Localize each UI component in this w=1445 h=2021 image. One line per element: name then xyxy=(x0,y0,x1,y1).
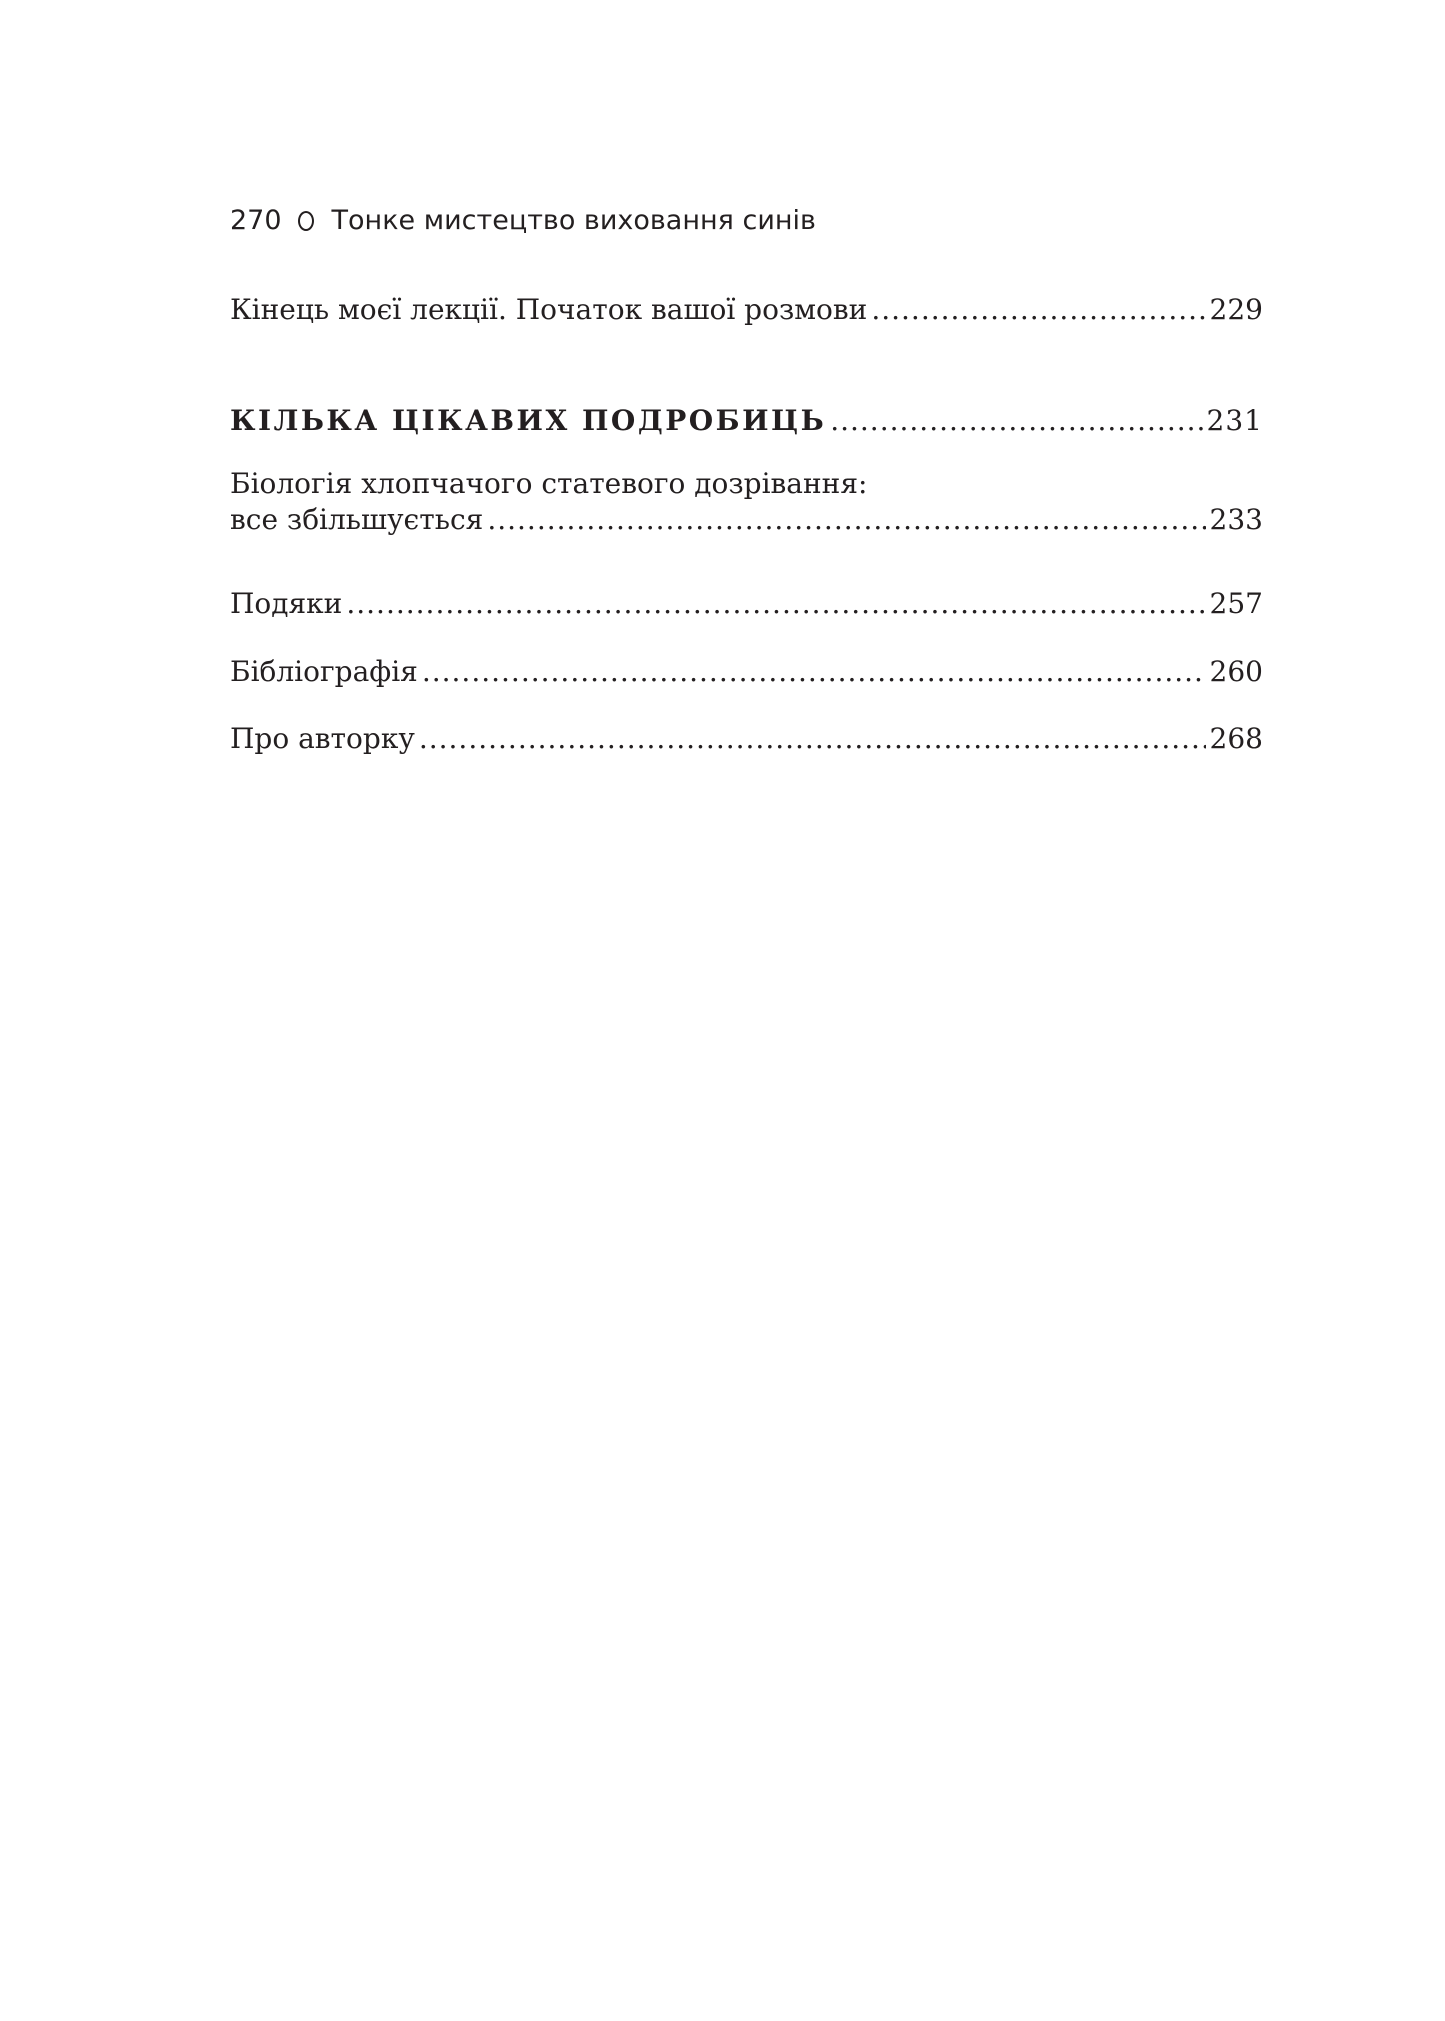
toc-entry-title: Про авторку xyxy=(230,722,415,755)
toc-entry-title-line2: все збільшується xyxy=(230,503,484,536)
toc-entry xyxy=(230,655,1263,688)
toc-entry xyxy=(230,503,1263,536)
running-head xyxy=(230,204,816,238)
toc-entry-page: 257 xyxy=(1209,587,1263,620)
toc-entry-title: Кінець моєї лекції. Початок вашої розмови xyxy=(230,293,868,326)
page-number: 270 xyxy=(230,205,282,236)
toc-section-heading xyxy=(230,404,1263,437)
circle-ornament-icon xyxy=(298,211,314,231)
dot-leader xyxy=(422,655,1206,688)
toc-entry xyxy=(230,587,1263,620)
toc-entry-page: 231 xyxy=(1206,404,1263,437)
dot-leader xyxy=(871,293,1205,326)
dot-leader xyxy=(487,503,1205,536)
toc-entry-title: Подяки xyxy=(230,587,343,620)
toc-entry-page: 229 xyxy=(1209,293,1263,326)
dot-leader xyxy=(830,404,1202,437)
dot-leader xyxy=(346,587,1205,620)
toc-entry-page: 260 xyxy=(1209,655,1263,688)
toc-entry-title: КІЛЬКА ЦІКАВИХ ПОДРОБИЦЬ xyxy=(230,404,827,437)
toc-entry-page: 268 xyxy=(1209,722,1263,755)
toc-entry xyxy=(230,293,1263,326)
toc-entry-title-line1: Біологія хлопчачого статевого дозрівання: xyxy=(230,467,868,500)
book-title: Тонке мистецтво виховання синів xyxy=(331,205,816,236)
toc-entry-page: 233 xyxy=(1209,503,1263,536)
toc-entry xyxy=(230,722,1263,755)
toc-entry-title: Бібліографія xyxy=(230,655,418,688)
dot-leader xyxy=(419,722,1206,755)
